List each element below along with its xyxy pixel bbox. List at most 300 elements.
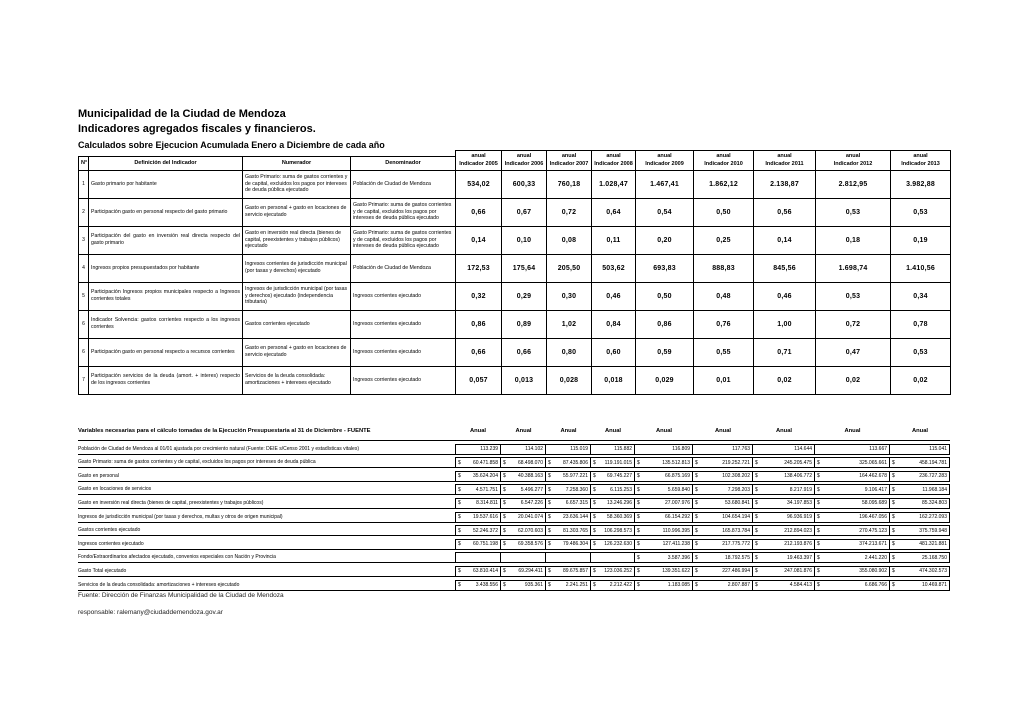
variable-value: 113.667 bbox=[869, 446, 887, 453]
variable-value-cell bbox=[815, 525, 890, 536]
variable-value-cell bbox=[753, 498, 815, 509]
currency-symbol: $ bbox=[695, 582, 698, 589]
indicator-value: 0,01 bbox=[694, 366, 754, 394]
indicator-value: 0,66 bbox=[456, 198, 502, 226]
variable-label: Gastos corrientes ejecutado bbox=[78, 525, 455, 536]
year-header: anual Indicador 2005 bbox=[456, 151, 502, 171]
indicators-table bbox=[78, 150, 951, 395]
currency-symbol: $ bbox=[458, 459, 461, 466]
variable-label: Fondo/Extraordinarios afectados ejecutado, convenios especiales con Nación y Provincia bbox=[78, 552, 455, 563]
indicator-value: 0,013 bbox=[502, 366, 547, 394]
variable-value: 219.252.721 bbox=[722, 459, 750, 466]
document-subtitle: Indicadores agregados fiscales y financieros. bbox=[78, 122, 316, 135]
variable-label: Gasto en inversión real directa (bienes de capital, preexistentes y trabajos públicos) bbox=[78, 498, 455, 509]
variable-value: 115.882 bbox=[614, 446, 632, 453]
indicator-value: 0,029 bbox=[636, 366, 694, 394]
indicator-value: 0,30 bbox=[547, 282, 592, 310]
currency-symbol: $ bbox=[548, 514, 551, 521]
currency-symbol: $ bbox=[548, 582, 551, 589]
currency-symbol: $ bbox=[503, 486, 506, 493]
currency-symbol: $ bbox=[695, 514, 698, 521]
currency-symbol: $ bbox=[548, 459, 551, 466]
indicator-value: 0,67 bbox=[502, 198, 547, 226]
variable-value-cell bbox=[455, 552, 501, 563]
variable-value-cell bbox=[890, 580, 950, 591]
title-block bbox=[78, 107, 385, 150]
indicator-value: 1.862,12 bbox=[694, 170, 754, 198]
variable-value: 85.324.803 bbox=[921, 500, 947, 507]
variable-value: 227.486.994 bbox=[722, 568, 750, 575]
variable-value: 113.239 bbox=[480, 446, 498, 453]
indicator-value: 760,18 bbox=[547, 170, 592, 198]
indicator-row bbox=[79, 310, 951, 338]
indicator-value: 0,53 bbox=[816, 282, 891, 310]
variable-value-cell bbox=[501, 580, 546, 591]
indicator-number: 2 bbox=[79, 198, 89, 226]
variable-value: 69.745.227 bbox=[606, 473, 632, 480]
indicator-numerator: Gasto en personal + gasto en locaciones de servicio ejecutado bbox=[243, 198, 351, 226]
variable-value-cell bbox=[591, 525, 635, 536]
currency-symbol: $ bbox=[892, 459, 895, 466]
year-header: anual Indicador 2009 bbox=[636, 151, 694, 171]
currency-symbol: $ bbox=[458, 582, 461, 589]
indicator-value: 0,72 bbox=[816, 310, 891, 338]
variable-value: 270.475.123 bbox=[859, 527, 887, 534]
variable-value: 217.775.772 bbox=[722, 541, 750, 548]
indicator-value: 0,08 bbox=[547, 226, 592, 254]
variable-value: 116.809 bbox=[672, 446, 690, 453]
currency-symbol: $ bbox=[548, 527, 551, 534]
variable-value: 6.686.766 bbox=[864, 582, 887, 589]
currency-symbol: $ bbox=[503, 459, 506, 466]
currency-symbol: $ bbox=[695, 486, 698, 493]
variable-value: 102.308.202 bbox=[722, 473, 750, 480]
variable-value: 375.759.948 bbox=[919, 527, 947, 534]
currency-symbol: $ bbox=[593, 541, 596, 548]
currency-symbol: $ bbox=[637, 500, 640, 507]
indicator-value: 1.410,56 bbox=[891, 254, 951, 282]
currency-symbol: $ bbox=[503, 514, 506, 521]
anual-header: Anual bbox=[655, 428, 673, 434]
indicator-value: 0,60 bbox=[592, 338, 636, 366]
variable-value: 8.217.919 bbox=[789, 486, 812, 493]
variable-value: 58.360.369 bbox=[606, 514, 632, 521]
currency-symbol: $ bbox=[695, 568, 698, 575]
currency-symbol: $ bbox=[892, 473, 895, 480]
variable-row bbox=[78, 566, 950, 577]
variable-label: Servicios de la deuda consolidada: amortizaciones + intereses ejecutado bbox=[78, 580, 455, 591]
indicator-value: 0,18 bbox=[816, 226, 891, 254]
variable-row bbox=[78, 580, 950, 591]
variable-value-cell bbox=[635, 512, 693, 523]
variable-value-cell bbox=[591, 552, 635, 563]
variable-value-cell bbox=[693, 444, 753, 455]
currency-symbol: $ bbox=[458, 473, 461, 480]
currency-symbol: $ bbox=[458, 541, 461, 548]
currency-symbol: $ bbox=[695, 527, 698, 534]
document-title: Municipalidad de la Ciudad de Mendoza bbox=[78, 108, 286, 120]
currency-symbol: $ bbox=[548, 473, 551, 480]
indicator-definition: Participación servicios de la deuda (amort. + interes) respecto de los ingresos corrientes bbox=[89, 366, 243, 394]
variable-row bbox=[78, 444, 950, 455]
variable-value: 2.807.887 bbox=[727, 582, 750, 589]
indicator-value: 0,66 bbox=[502, 338, 547, 366]
currency-symbol: $ bbox=[458, 568, 461, 575]
variable-value-cell bbox=[753, 552, 815, 563]
variable-value: 2.441.220 bbox=[864, 554, 887, 561]
variable-value: 25.168.750 bbox=[921, 554, 947, 561]
variables-header-row bbox=[78, 428, 950, 441]
variable-value: 19.463.397 bbox=[786, 554, 812, 561]
indicator-definition: Participación del gasto en inversión real directa respecto del gasto primario bbox=[89, 226, 243, 254]
responsible-line: responsable: ralemany@ciudaddemendoza.gov.ar bbox=[78, 609, 223, 616]
variable-value: 13.246.296 bbox=[606, 500, 632, 507]
variable-value: 96.936.919 bbox=[786, 514, 812, 521]
indicator-value: 0,71 bbox=[754, 338, 816, 366]
variable-label: Población de Ciudad de Mendoza al 01/01 ajustada por crecimiento natural (Fuente: DEIE s/Censo 2001 y estadísticas vitales) bbox=[78, 444, 455, 455]
year-header: anual Indicador 2010 bbox=[694, 151, 754, 171]
indicator-value: 0,50 bbox=[636, 282, 694, 310]
variable-value-cell bbox=[635, 552, 693, 563]
variable-value-cell bbox=[546, 457, 591, 468]
indicator-value: 0,50 bbox=[694, 198, 754, 226]
currency-symbol: $ bbox=[637, 514, 640, 521]
variables-table bbox=[78, 428, 950, 591]
indicator-definition: Indicador Solvencia: gastos corrientes respecto a los ingresos corrientes bbox=[89, 310, 243, 338]
variable-value-cell bbox=[815, 566, 890, 577]
variable-value-cell bbox=[635, 525, 693, 536]
indicator-value: 205,50 bbox=[547, 254, 592, 282]
currency-symbol: $ bbox=[817, 527, 820, 534]
variable-value: 165.873.784 bbox=[722, 527, 750, 534]
indicator-value: 0,10 bbox=[502, 226, 547, 254]
variable-value: 110.996.395 bbox=[662, 527, 690, 534]
indicator-value: 0,47 bbox=[816, 338, 891, 366]
indicator-value: 0,53 bbox=[816, 198, 891, 226]
variable-value-cell bbox=[591, 512, 635, 523]
variable-value-cell bbox=[815, 539, 890, 550]
anual-header: Anual bbox=[469, 428, 487, 434]
variable-value: 458.194.781 bbox=[919, 459, 947, 466]
currency-symbol: $ bbox=[458, 527, 461, 534]
variable-value: 104.654.194 bbox=[722, 514, 750, 521]
variable-row bbox=[78, 512, 950, 523]
indicator-value: 0,02 bbox=[816, 366, 891, 394]
variable-value-cell bbox=[635, 539, 693, 550]
variable-value: 138.406.772 bbox=[784, 473, 812, 480]
variable-value-cell bbox=[693, 457, 753, 468]
variable-value: 474.302.573 bbox=[919, 568, 947, 575]
year-header: anual Indicador 2007 bbox=[547, 151, 592, 171]
variable-value: 164.462.678 bbox=[859, 473, 887, 480]
indicator-row bbox=[79, 170, 951, 198]
currency-symbol: $ bbox=[755, 473, 758, 480]
currency-symbol: $ bbox=[503, 527, 506, 534]
indicator-value: 3.982,88 bbox=[891, 170, 951, 198]
variable-value: 7.298.203 bbox=[727, 486, 750, 493]
indicator-definition: Participación Ingresos propios municipales respecto a Ingresos corrientes totales bbox=[89, 282, 243, 310]
variable-value: 7.258.360 bbox=[565, 486, 588, 493]
variable-value-cell bbox=[753, 539, 815, 550]
indicator-number: 5 bbox=[79, 282, 89, 310]
indicator-row bbox=[79, 366, 951, 394]
variable-value: 6.657.315 bbox=[565, 500, 588, 507]
indicator-denominator: Ingresos corrientes ejecutado bbox=[351, 338, 456, 366]
currency-symbol: $ bbox=[503, 582, 506, 589]
indicators-body bbox=[79, 170, 951, 394]
variable-value: 236.727.283 bbox=[919, 473, 947, 480]
variable-value-cell bbox=[753, 484, 815, 495]
currency-symbol: $ bbox=[892, 500, 895, 507]
variable-label: Ingresos de jurisdicción municipal (por tasas y derechos, multas y otros de origen municipal) bbox=[78, 512, 455, 523]
year-header: anual Indicador 2008 bbox=[592, 151, 636, 171]
variable-value-cell bbox=[501, 471, 546, 482]
variable-value-cell bbox=[591, 580, 635, 591]
variable-value-cell bbox=[693, 484, 753, 495]
variable-value-cell bbox=[693, 512, 753, 523]
variable-value-cell bbox=[546, 498, 591, 509]
variable-value-cell bbox=[501, 552, 546, 563]
variable-value-cell bbox=[591, 498, 635, 509]
variable-value-cell bbox=[815, 471, 890, 482]
currency-symbol: $ bbox=[755, 527, 758, 534]
variable-value: 55.977.221 bbox=[562, 473, 588, 480]
variable-row bbox=[78, 498, 950, 509]
indicator-numerator: Gasto en inversión real directa (bienes de capital, preexistentes y trabajos públicos) ejecutado bbox=[243, 226, 351, 254]
variables-title: Variables necesarias para el cálculo tomadas de la Ejecución Presupuestaria al 31 de Diciembre - FUENTE bbox=[78, 428, 371, 434]
variable-value: 139.351.622 bbox=[662, 568, 690, 575]
variable-label: Gasto Primario: suma de gastos corrientes y de capital, excluidos los pagos por intereses de deuda pública bbox=[78, 457, 455, 468]
variable-value: 79.486.304 bbox=[562, 541, 588, 548]
currency-symbol: $ bbox=[817, 459, 820, 466]
variable-value: 8.314.811 bbox=[476, 500, 498, 507]
variable-value-cell bbox=[635, 566, 693, 577]
indicator-definition: Gasto primario por habitante bbox=[89, 170, 243, 198]
indicator-numerator: Ingresos de jurisdicción municipal (por tasas y derechos) ejecutado (independencia tributaria) bbox=[243, 282, 351, 310]
variable-value-cell bbox=[815, 580, 890, 591]
currency-symbol: $ bbox=[458, 514, 461, 521]
variable-row bbox=[78, 539, 950, 550]
variable-value-cell bbox=[753, 566, 815, 577]
currency-symbol: $ bbox=[892, 582, 895, 589]
variable-value: 3.587.396 bbox=[667, 554, 690, 561]
indicator-value: 0,29 bbox=[502, 282, 547, 310]
indicator-denominator: Población de Ciudad de Mendoza bbox=[351, 170, 456, 198]
indicator-denominator: Gasto Primario: suma de gastos corrientes y de capital, excluidos los pagos por intereses de deuda pública ejecutado bbox=[351, 226, 456, 254]
variable-value-cell bbox=[635, 457, 693, 468]
currency-symbol: $ bbox=[755, 582, 758, 589]
currency-symbol: $ bbox=[695, 459, 698, 466]
indicator-row bbox=[79, 338, 951, 366]
indicator-value: 0,89 bbox=[502, 310, 547, 338]
indicator-value: 0,34 bbox=[891, 282, 951, 310]
variable-value: 162.272.093 bbox=[919, 514, 947, 521]
currency-symbol: $ bbox=[892, 486, 895, 493]
indicator-number: 6 bbox=[79, 338, 89, 366]
currency-symbol: $ bbox=[503, 568, 506, 575]
variable-value-cell bbox=[546, 552, 591, 563]
variable-value: 115.019 bbox=[570, 446, 588, 453]
indicator-value: 600,33 bbox=[502, 170, 547, 198]
anual-header: Anual bbox=[714, 428, 732, 434]
variable-value-cell bbox=[546, 539, 591, 550]
indicator-definition: Participación gasto en personal respecto del gasto primario bbox=[89, 198, 243, 226]
currency-symbol: $ bbox=[817, 541, 820, 548]
indicator-value: 0,80 bbox=[547, 338, 592, 366]
variable-value: 4.584.413 bbox=[789, 582, 812, 589]
anual-header: Anual bbox=[515, 428, 532, 434]
variable-value: 53.680.841 bbox=[724, 500, 750, 507]
variable-value: 89.675.857 bbox=[562, 568, 588, 575]
currency-symbol: $ bbox=[755, 541, 758, 548]
currency-symbol: $ bbox=[503, 473, 506, 480]
indicator-value: 0,86 bbox=[636, 310, 694, 338]
variable-value-cell bbox=[815, 444, 890, 455]
variable-value: 115.041 bbox=[929, 446, 947, 453]
indicator-value: 503,62 bbox=[592, 254, 636, 282]
indicator-value: 0,76 bbox=[694, 310, 754, 338]
currency-symbol: $ bbox=[695, 473, 698, 480]
variable-value-cell bbox=[815, 552, 890, 563]
variable-value: 247.081.876 bbox=[784, 568, 812, 575]
variable-value: 23.636.144 bbox=[562, 514, 588, 521]
indicator-value: 0,02 bbox=[754, 366, 816, 394]
variable-value: 18.792.575 bbox=[724, 554, 750, 561]
variable-value-cell bbox=[890, 484, 950, 495]
variable-value-cell bbox=[753, 444, 815, 455]
indicator-number: 4 bbox=[79, 254, 89, 282]
indicator-value: 1.467,41 bbox=[636, 170, 694, 198]
variable-row bbox=[78, 552, 950, 563]
indicator-value: 0,53 bbox=[891, 198, 951, 226]
year-header: anual Indicador 2013 bbox=[891, 151, 951, 171]
currency-symbol: $ bbox=[548, 486, 551, 493]
variable-value-cell bbox=[753, 471, 815, 482]
source-line: Fuente: Dirección de Finanzas Municipalidad de la Ciudad de Mendoza bbox=[78, 592, 284, 599]
variable-value-cell bbox=[890, 552, 950, 563]
variable-value: 212.894.023 bbox=[784, 527, 812, 534]
variable-value: 114.102 bbox=[525, 446, 543, 453]
variable-value-cell bbox=[890, 498, 950, 509]
year-header: anual Indicador 2011 bbox=[754, 151, 816, 171]
indicator-value: 1.028,47 bbox=[592, 170, 636, 198]
variable-value: 135.512.813 bbox=[662, 459, 690, 466]
variable-value-cell bbox=[455, 457, 501, 468]
indicator-value: 0,02 bbox=[891, 366, 951, 394]
variable-value: 355.080.902 bbox=[859, 568, 887, 575]
indicator-value: 2.138,87 bbox=[754, 170, 816, 198]
indicator-value: 0,48 bbox=[694, 282, 754, 310]
variable-value-cell bbox=[693, 525, 753, 536]
variable-value: 27.007.976 bbox=[664, 500, 690, 507]
year-header: anual Indicador 2006 bbox=[502, 151, 547, 171]
variable-value-cell bbox=[546, 580, 591, 591]
variable-value-cell bbox=[546, 512, 591, 523]
variable-value: 117.763 bbox=[732, 446, 750, 453]
variable-value: 935.361 bbox=[524, 582, 543, 589]
year-header: anual Indicador 2012 bbox=[816, 151, 891, 171]
indicator-value: 175,64 bbox=[502, 254, 547, 282]
variable-value-cell bbox=[753, 457, 815, 468]
variable-value: 52.246.372 bbox=[472, 527, 498, 534]
indicator-value: 0,018 bbox=[592, 366, 636, 394]
currency-symbol: $ bbox=[695, 500, 698, 507]
variable-value: 20.041.074 bbox=[517, 514, 543, 521]
variable-value-cell bbox=[501, 498, 546, 509]
indicator-value: 0,86 bbox=[456, 310, 502, 338]
currency-symbol: $ bbox=[892, 568, 895, 575]
indicator-value: 0,19 bbox=[891, 226, 951, 254]
indicator-value: 0,66 bbox=[456, 338, 502, 366]
variable-value-cell bbox=[546, 484, 591, 495]
indicator-denominator: Gasto Primario: suma de gastos corrientes y de capital, excluidos los pagos por intereses de deuda pública ejecutado bbox=[351, 198, 456, 226]
variable-value-cell bbox=[753, 580, 815, 591]
variable-value-cell bbox=[815, 484, 890, 495]
indicator-numerator: Gasto en personal + gasto en locaciones de servicio ejecutado bbox=[243, 338, 351, 366]
variable-value-cell bbox=[890, 539, 950, 550]
variable-value: 119.191.015 bbox=[604, 459, 632, 466]
currency-symbol: $ bbox=[695, 554, 698, 561]
variable-value-cell bbox=[753, 512, 815, 523]
variable-value: 114.644 bbox=[794, 446, 812, 453]
variable-value-cell bbox=[693, 580, 753, 591]
currency-symbol: $ bbox=[637, 527, 640, 534]
variable-value-cell bbox=[815, 457, 890, 468]
document-note: Calculados sobre Ejecucion Acumulada Enero a Diciembre de cada año bbox=[78, 139, 385, 150]
indicator-value: 0,46 bbox=[592, 282, 636, 310]
indicator-value: 1,02 bbox=[547, 310, 592, 338]
currency-symbol: $ bbox=[593, 514, 596, 521]
variable-value-cell bbox=[455, 580, 501, 591]
variable-value: 66.154.292 bbox=[664, 514, 690, 521]
variable-value-cell bbox=[546, 566, 591, 577]
variable-value: 69.358.576 bbox=[517, 541, 543, 548]
variable-value-cell bbox=[546, 444, 591, 455]
variable-value: 9.106.417 bbox=[864, 486, 887, 493]
indicator-value: 0,32 bbox=[456, 282, 502, 310]
indicator-denominator: Ingresos corrientes ejecutado bbox=[351, 282, 456, 310]
variable-row bbox=[78, 471, 950, 482]
variable-value: 106.298.573 bbox=[604, 527, 632, 534]
variable-value: 5.496.277 bbox=[520, 486, 543, 493]
variable-value-cell bbox=[591, 457, 635, 468]
variable-value: 63.810.414 bbox=[472, 568, 498, 575]
currency-symbol: $ bbox=[637, 459, 640, 466]
variable-value-cell bbox=[591, 484, 635, 495]
variable-value: 481.321.881 bbox=[919, 541, 947, 548]
indicator-denominator: Población de Ciudad de Mendoza bbox=[351, 254, 456, 282]
indicator-value: 845,56 bbox=[754, 254, 816, 282]
indicator-row bbox=[79, 226, 951, 254]
variable-value: 68.498.070 bbox=[517, 459, 543, 466]
variable-value: 212.193.876 bbox=[784, 541, 812, 548]
variable-value-cell bbox=[635, 580, 693, 591]
currency-symbol: $ bbox=[817, 582, 820, 589]
indicator-definition: Ingresos propios presupuestados por habitante bbox=[89, 254, 243, 282]
col-header-numerator: Numerador bbox=[243, 156, 351, 170]
indicator-numerator: Ingresos corrientes de jurisdicción municipal (por tasas y derechos) ejecutado bbox=[243, 254, 351, 282]
currency-symbol: $ bbox=[593, 568, 596, 575]
variable-value-cell bbox=[753, 525, 815, 536]
variable-value-cell bbox=[815, 512, 890, 523]
variable-value: 69.294.411 bbox=[518, 568, 543, 575]
currency-symbol: $ bbox=[637, 554, 640, 561]
variable-value-cell bbox=[890, 566, 950, 577]
currency-symbol: $ bbox=[548, 500, 551, 507]
variable-value-cell bbox=[890, 457, 950, 468]
variable-value-cell bbox=[455, 512, 501, 523]
variable-value-cell bbox=[635, 484, 693, 495]
